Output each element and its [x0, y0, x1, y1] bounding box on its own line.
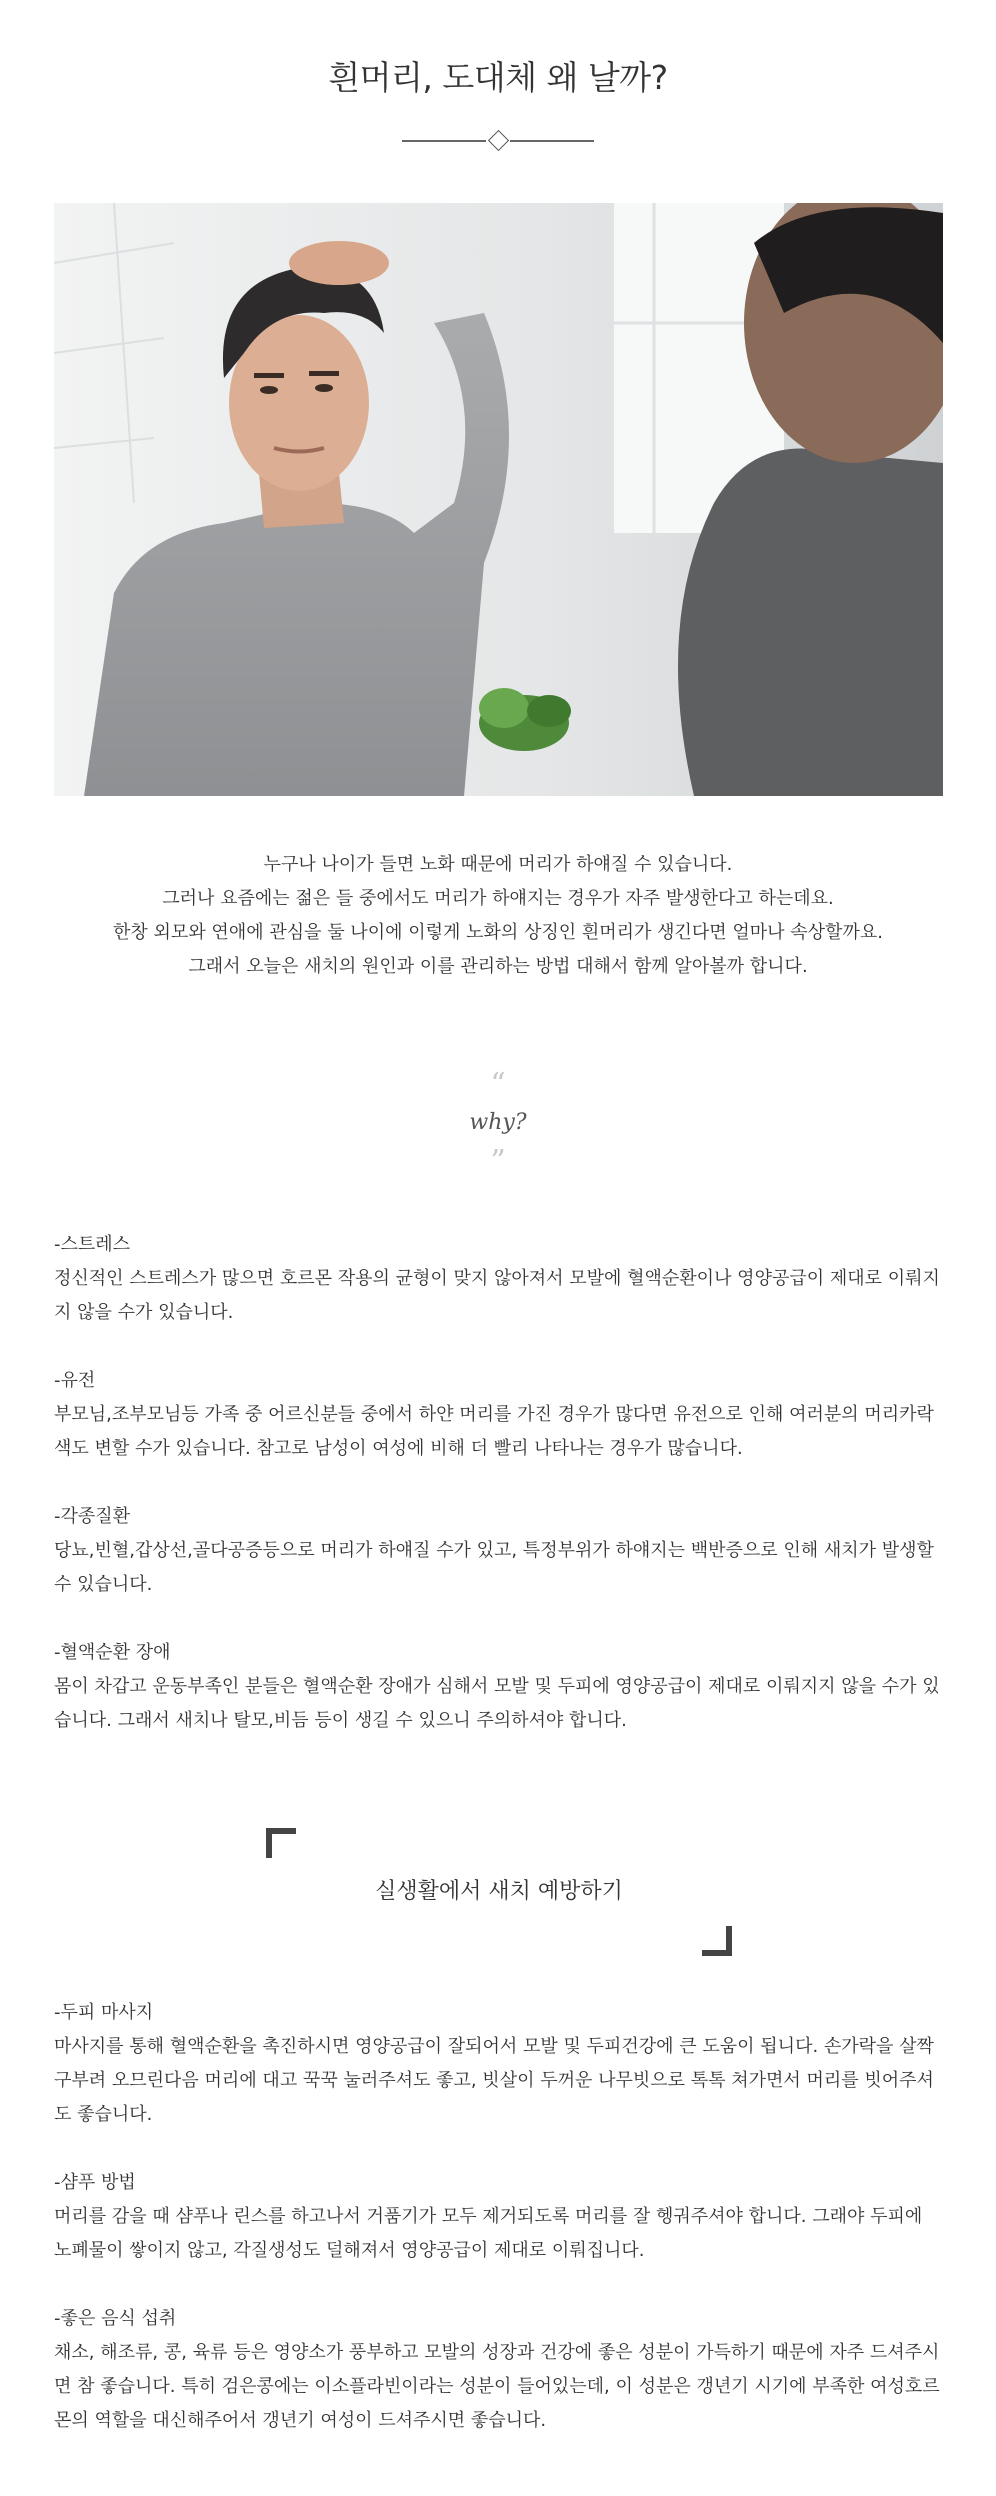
- open-quote-icon: “: [490, 1067, 506, 1102]
- diamond-icon: [488, 130, 509, 151]
- prevention-food: [54, 2302, 944, 2438]
- intro-text: [0, 848, 996, 984]
- intro-line: 한창 외모와 연애에 관심을 둘 나이에 이렇게 노화의 상징인 흰머리가 생긴다면 얼마나 속상할까요.: [113, 922, 883, 943]
- section-heading: -샴푸 방법: [54, 2172, 136, 2193]
- intro-line: 그러나 요즘에는 젊은 들 중에서도 머리가 하얘지는 경우가 자주 발생한다고 하는데요.: [162, 888, 834, 909]
- section-body: 정신적인 스트레스가 많으면 호르몬 작용의 균형이 맞지 않아져서 모발에 혈액순환이나 영양공급이 제대로 이뤄지지 않을 수가 있습니다.: [54, 1268, 940, 1323]
- intro-line: 누구나 나이가 들면 노화 때문에 머리가 하얘질 수 있습니다.: [263, 854, 733, 875]
- cause-diseases: [54, 1500, 944, 1602]
- corner-bracket-icon: [266, 1828, 296, 1858]
- why-label: why?: [469, 1110, 527, 1135]
- section-body: 당뇨,빈혈,갑상선,골다공증등으로 머리가 하얘질 수가 있고, 특정부위가 하얘지는 백반증으로 인해 새치가 발생할 수 있습니다.: [54, 1540, 934, 1595]
- section-heading: -혈액순환 장애: [54, 1642, 171, 1663]
- why-quote: [0, 1067, 996, 1179]
- section-heading: -두피 마사지: [54, 2002, 154, 2023]
- section-body: 머리를 감을 때 샴푸나 린스를 하고나서 거품기가 모두 제거되도록 머리를 잘 헹궈주셔야 합니다. 그래야 두피에 노폐물이 쌓이지 않고, 각질생성도 덜해져서 영양공급이 제대로 이뤄집니다.: [54, 2206, 923, 2261]
- intro-line: 그래서 오늘은 새치의 원인과 이를 관리하는 방법 대해서 함께 알아볼까 합니다.: [188, 956, 808, 977]
- section-heading: -스트레스: [54, 1234, 131, 1255]
- cause-stress: [54, 1228, 944, 1330]
- prevention-shampoo: [54, 2166, 944, 2268]
- prevention-scalp-massage: [54, 1996, 944, 2132]
- section-body: 채소, 해조류, 콩, 육류 등은 영양소가 풍부하고 모발의 성장과 건강에 좋은 성분이 가득하기 때문에 자주 드셔주시면 참 좋습니다. 특히 검은콩에는 이소플라빈이라는 성분이 들어있는데, 이 성분은 갱년기 시기에 부족한 여성호르몬의 역할을 대신해주어서 갱년기 여성이 드셔주시면 좋습니다.: [54, 2342, 940, 2431]
- prevention-heading-box: [266, 1828, 732, 1956]
- close-quote-icon: ”: [490, 1144, 506, 1179]
- section-heading: -각종질환: [54, 1506, 131, 1527]
- section-heading: -좋은 음식 섭취: [54, 2308, 177, 2329]
- cause-circulation: [54, 1636, 944, 1738]
- section-heading: -유전: [54, 1370, 96, 1391]
- prevention-heading: 실생활에서 새치 예방하기: [375, 1879, 623, 1904]
- corner-bracket-icon: [702, 1926, 732, 1956]
- page-title: 흰머리, 도대체 왜 날까?: [328, 58, 668, 98]
- title-divider: [402, 130, 594, 152]
- section-body: 마사지를 통해 혈액순환을 촉진하시면 영양공급이 잘되어서 모발 및 두피건강에 큰 도움이 됩니다. 손가락을 살짝 구부려 오므린다음 머리에 대고 꾹꾹 눌러주셔도 좋고, 빗살이 두꺼운 나무빗으로 톡톡 쳐가면서 머리를 빗어주셔도 좋습니다.: [54, 2036, 934, 2125]
- section-body: 부모님,조부모님등 가족 중 어르신분들 중에서 하얀 머리를 가진 경우가 많다면 유전으로 인해 여러분의 머리카락 색도 변할 수가 있습니다. 참고로 남성이 여성에 비해 더 빨리 나타나는 경우가 많습니다.: [54, 1404, 934, 1459]
- cause-genetics: [54, 1364, 944, 1466]
- section-body: 몸이 차갑고 운동부족인 분들은 혈액순환 장애가 심해서 모발 및 두피에 영양공급이 제대로 이뤄지지 않을 수가 있습니다. 그래서 새치나 탈모,비듬 등이 생길 수 있으니 주의하셔야 합니다.: [54, 1676, 940, 1731]
- hero-photo: [54, 203, 943, 796]
